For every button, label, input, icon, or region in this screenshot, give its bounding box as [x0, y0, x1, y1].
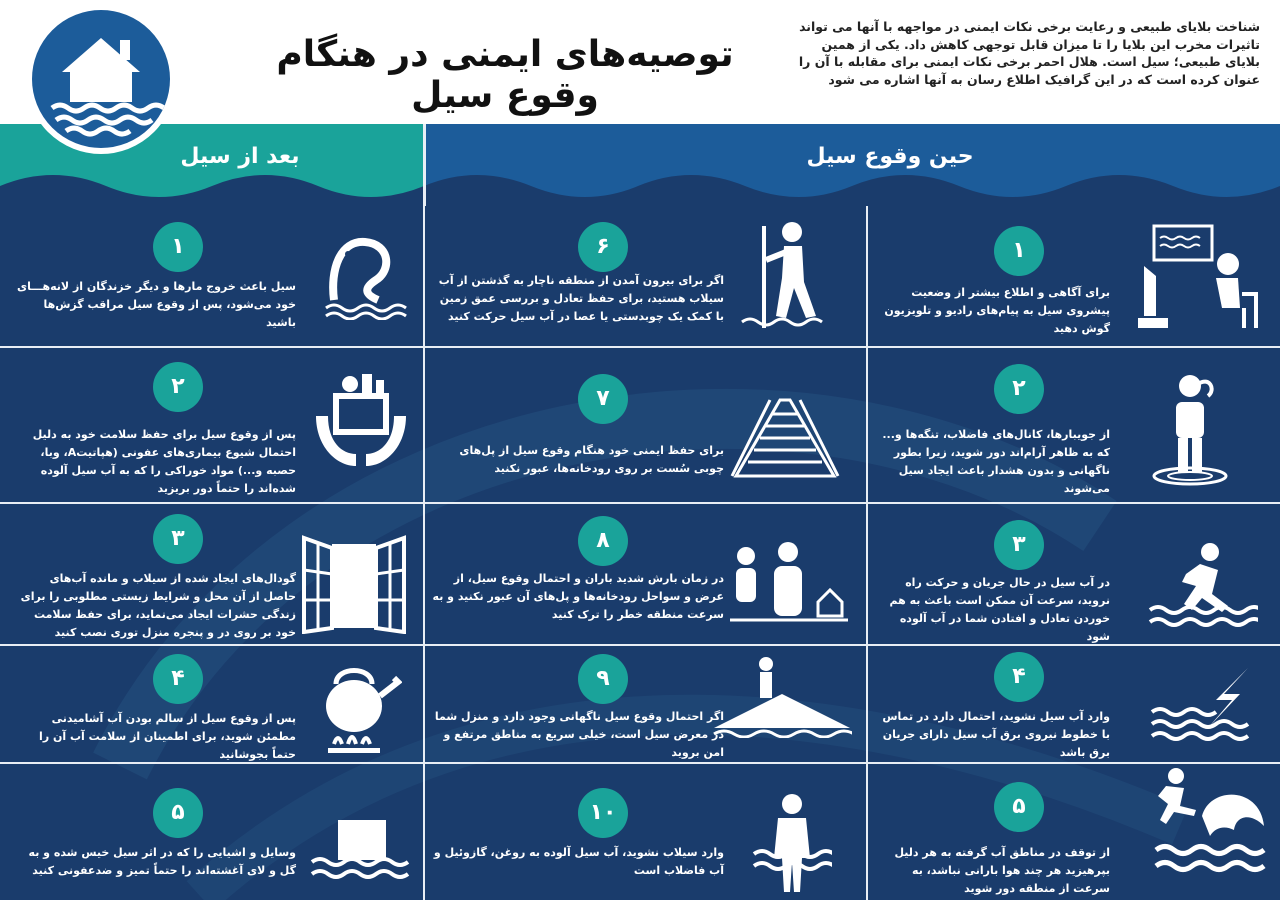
- walking-stick-icon: [738, 216, 838, 336]
- snake-icon: [320, 230, 410, 320]
- row-divider: [0, 502, 1280, 504]
- tip-text: سیل باعث خروج مارها و دیگر خزندگان از لانه‌هـــای خود می‌شود، پس از وقوع سیل مراقب گزش‌ها باشید: [17, 280, 296, 329]
- page-title: توصیه‌های ایمنی در هنگام وقوع سیل: [276, 34, 734, 116]
- tip-text: گودال‌های ایجاد شده از سیلاب و مانده آب‌های حاصل از آن محل و شرایط زیستی مطلوبی را برای زندگی حشرات ایجاد می‌نماید، برای حفظ سلامت خود بر روی در و پنجره منزل توری نصب کنید: [20, 572, 296, 639]
- after-flood-heading: بعد از سیل: [180, 144, 300, 169]
- tip-text: از توقف در مناطق آب گرفته به هر دلیل بپرهیزید هر چند هوا بارانی نباشد، به سرعت از منطقه دور شوید: [894, 846, 1110, 895]
- tip-number-badge: ۴: [153, 654, 203, 704]
- tip-number-badge: ۲: [994, 364, 1044, 414]
- tip-text: برای آگاهی و اطلاع بیشتر از وضعیت پیشروی سیل به پیام‌های رادیو و تلویزیون گوش دهید: [884, 286, 1110, 335]
- tip-text: وارد سیلاب نشوید، آب سیل آلوده به روغن، گازوئیل و آب فاضلاب است: [433, 846, 724, 877]
- standing-water-icon: [1150, 370, 1240, 490]
- flood-house-logo-icon: [26, 4, 176, 154]
- tip-number-badge: ۹: [578, 654, 628, 704]
- tip-text: برای حفظ ایمنی خود هنگام وقوع سیل از پل‌های چوبی سُست بر روی رودخانه‌ها، عبور نکنید: [459, 444, 724, 475]
- tip-text: اگر احتمال وقوع سیل ناگهانی وجود دارد و منزل شما در معرض سیل است، خیلی سریع به مناطق مرتفع و امن بروید: [434, 710, 724, 759]
- wave-runner-icon: [1150, 766, 1270, 882]
- wet-box-icon: [310, 814, 410, 884]
- tip-number-badge: ۴: [994, 652, 1044, 702]
- during-flood-heading: حین وقوع سیل: [806, 144, 974, 169]
- family-icon: [728, 542, 850, 626]
- lightning-icon: [1150, 666, 1264, 746]
- tip-number-badge: ۱: [994, 226, 1044, 276]
- column-divider: [423, 206, 425, 900]
- intro-text: شناخت بلایای طبیعی و رعایت برخی نکات ایمنی در مواجهه با آنها می تواند تاثیرات مخرب این بلایا را تا میزان قابل توجهی کاهش داد. یکی از همین بلایای طبیعی؛ سیل است. هلال احمر برخی نکات ایمنی برای مقابله با آن را عنوان کرده است که در این گرافیک اطلاع رسان به آنها اشاره می شود: [798, 19, 1260, 87]
- row-divider: [0, 346, 1280, 348]
- column-divider: [866, 206, 868, 900]
- tips-grid: [0, 206, 1280, 900]
- tip-number-badge: ۳: [994, 520, 1044, 570]
- bridge-icon: [730, 396, 840, 480]
- tip-text: از جویبارها، کانال‌های فاضلاب، تنگه‌ها و... که به ظاهر آرام‌اند دور شوید، زیرا بطور ناگهانی و بدون هشدار باعث ایجاد سیل می‌شوند: [882, 428, 1110, 495]
- food-box-icon: [306, 366, 416, 476]
- tip-text: وارد آب سیل نشوید، احتمال دارد در تماس با خطوط نیروی برق آب سیل دارای جریان برق باشد: [882, 710, 1110, 759]
- tip-number-badge: ۶: [578, 222, 628, 272]
- tip-text: اگر برای بیرون آمدن از منطقه ناچار به گذشتن از آب سیلاب هستید، برای حفظ تعادل و بررسی عمق زمین با کمک یک چوبدستی یا عصا در آب سیل حرکت کنید: [438, 274, 724, 323]
- tv-icon: [1136, 222, 1260, 332]
- tip-text: در آب سیل در حال جریان و حرکت راه نروید، سرعت آن ممکن است باعث به هم خوردن تعادل و افتادن شما در آب آلوده شود: [889, 576, 1110, 643]
- tip-number-badge: ۵: [994, 782, 1044, 832]
- kettle-icon: [318, 662, 402, 756]
- falling-person-icon: [1148, 540, 1258, 630]
- tip-number-badge: ۱: [153, 222, 203, 272]
- tip-number-badge: ۷: [578, 374, 628, 424]
- tip-text: وسایل و اشیایی را که در اثر سیل خیس شده و به گل و لای آغشته‌اند را حتماً تمیز و ضدعفونی کنید: [28, 846, 296, 877]
- tip-text: در زمان بارش شدید باران و احتمال وقوع سیل، از عرض و سواحل رودخانه‌ها و پل‌های آن عبور نکنید و به سرعت منطقه خطر را ترک کنید: [432, 572, 724, 621]
- tip-text: پس از وقوع سیل از سالم بودن آب آشامیدنی مطمئن شوید، برای اطمینان از سلامت آب آن را حتماً بجوشانید: [39, 712, 296, 761]
- tip-number-badge: ۸: [578, 516, 628, 566]
- window-icon: [302, 534, 406, 634]
- tip-number-badge: ۱۰: [578, 788, 628, 838]
- tip-number-badge: ۳: [153, 514, 203, 564]
- tip-number-badge: ۲: [153, 362, 203, 412]
- person-water-icon: [752, 792, 832, 896]
- roof-icon: [712, 654, 852, 738]
- header: [0, 0, 1280, 124]
- tip-number-badge: ۵: [153, 788, 203, 838]
- tip-text: پس از وقوع سیل برای حفظ سلامت خود به دلیل احتمال شیوع بیماری‌های عفونی (هپاتیتA، وبا، حصبه و...) مواد خوراکی را که به آب سیل آلوده شده‌اند را حتماً دور بریزید: [32, 428, 296, 495]
